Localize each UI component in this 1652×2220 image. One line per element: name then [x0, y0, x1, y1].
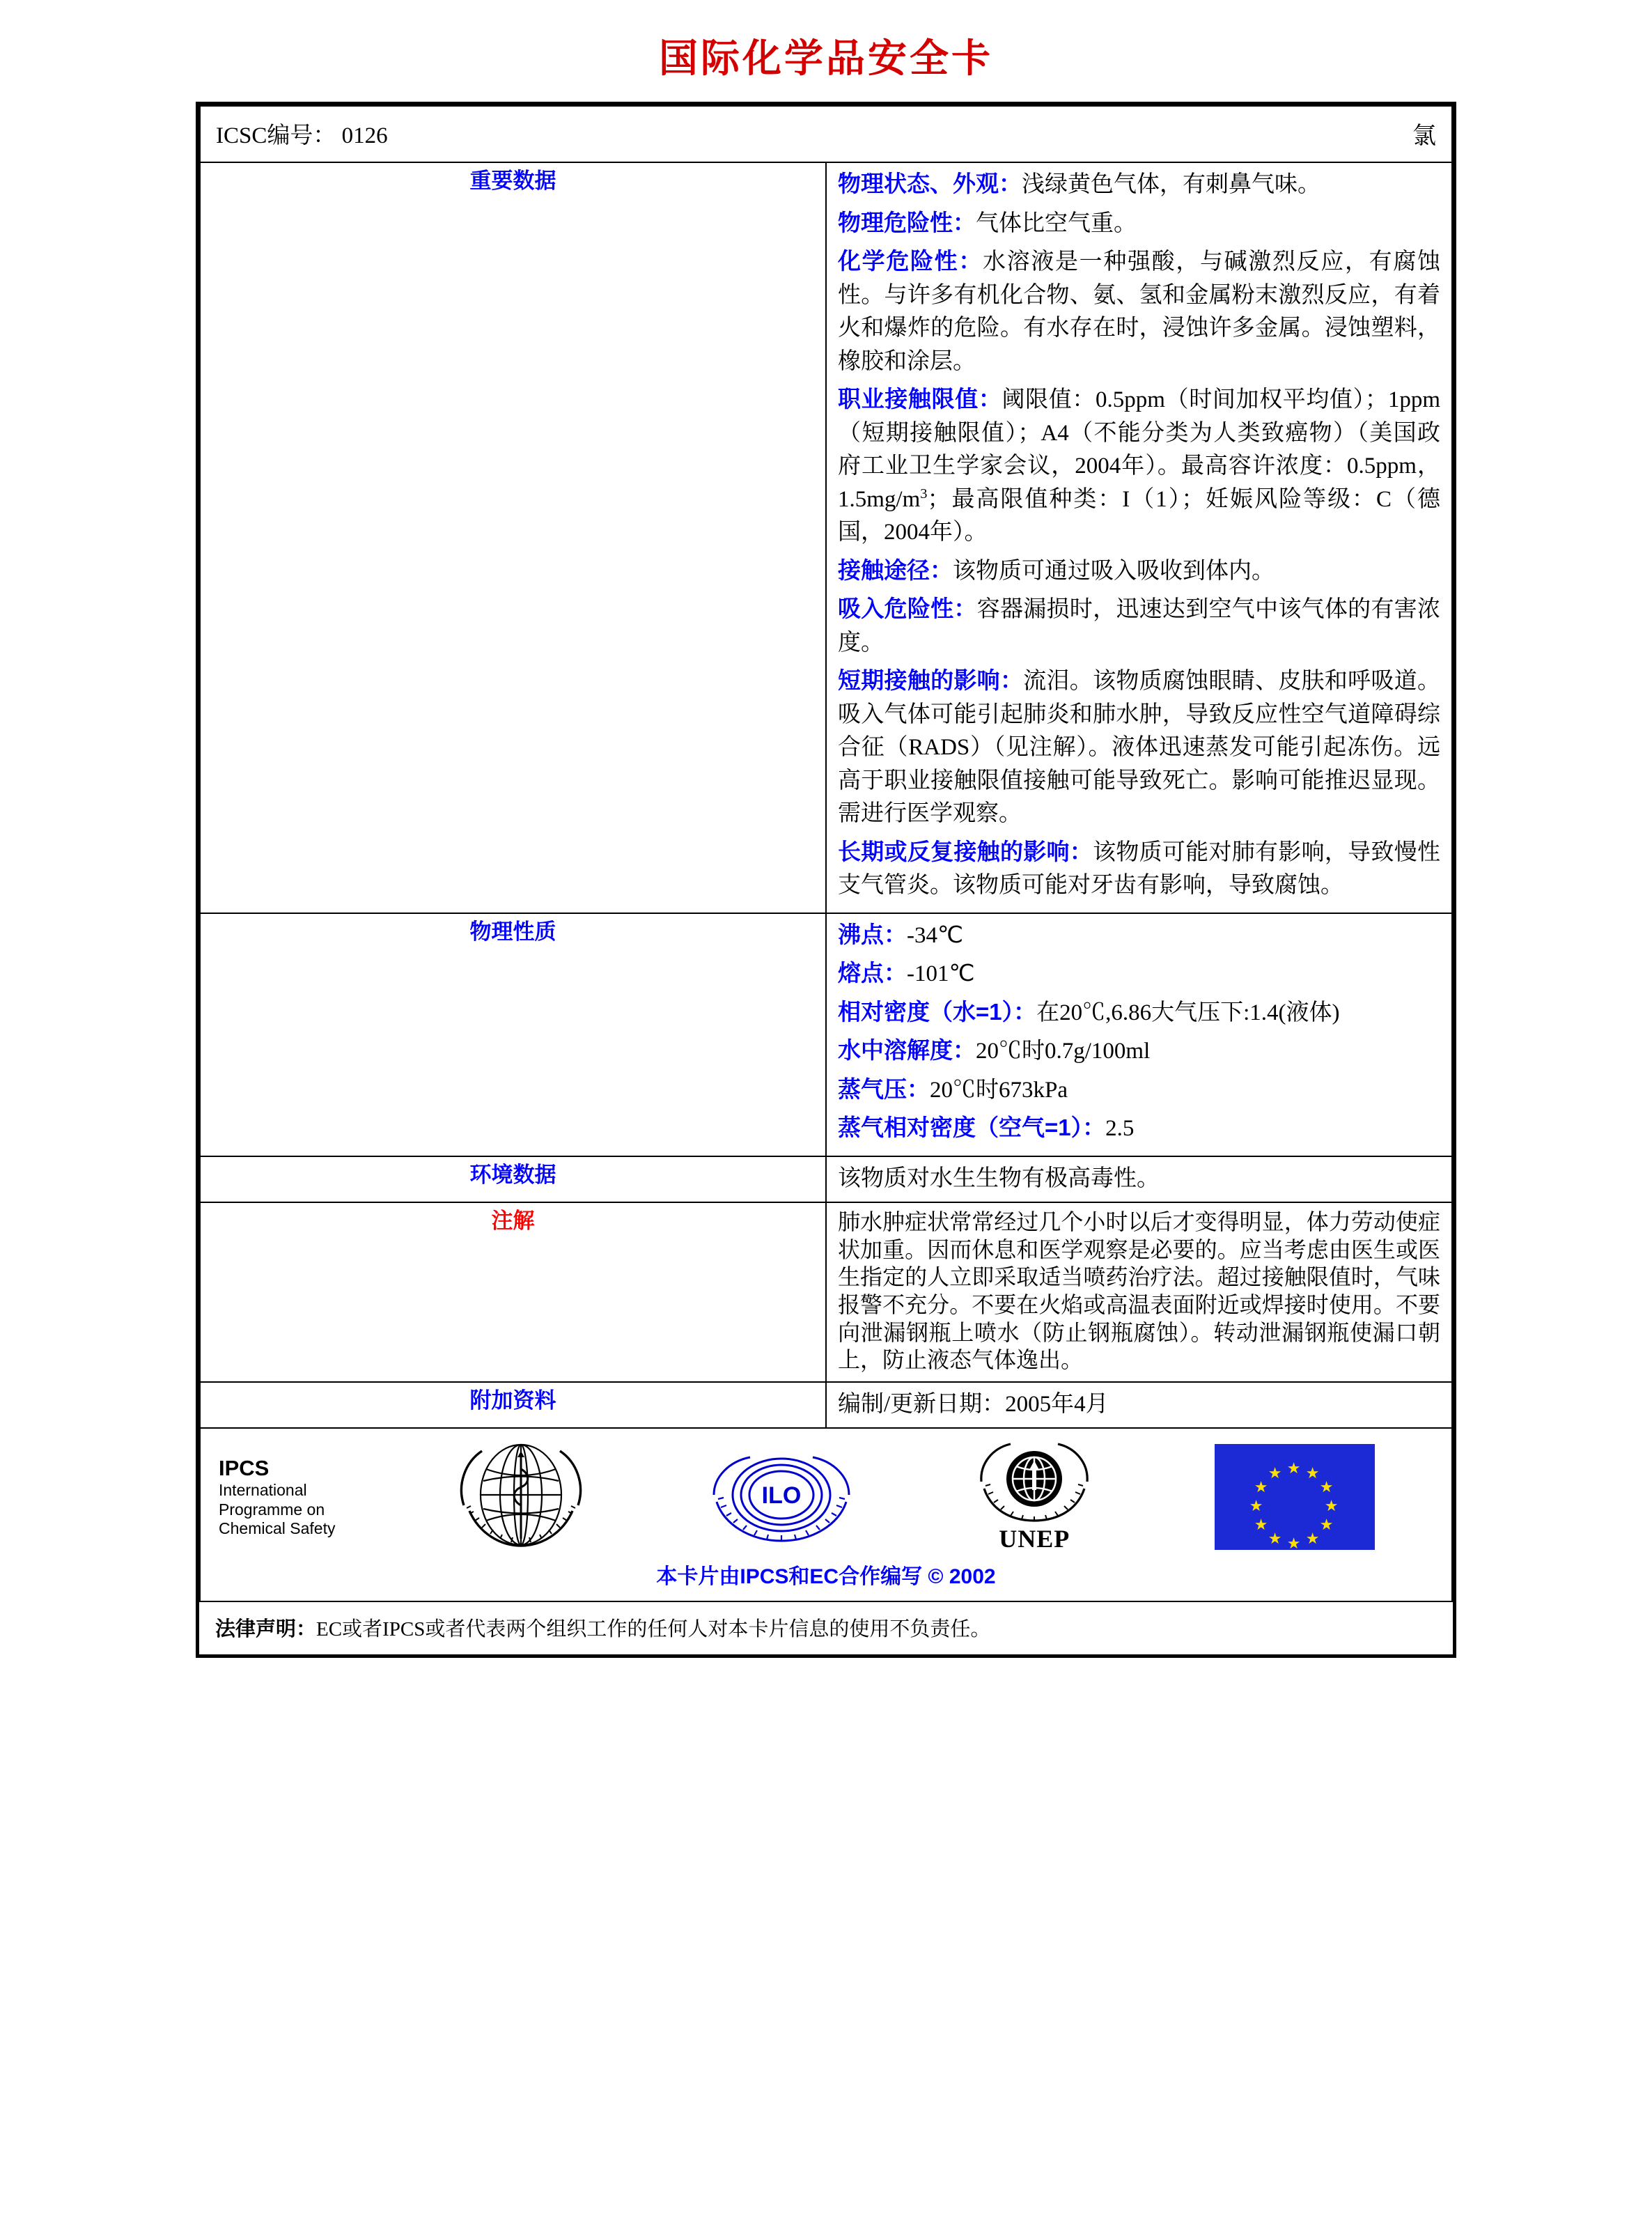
row-routes-of-exposure — [838, 554, 1440, 589]
row-short-term-effects — [838, 664, 1440, 831]
icsc-number-label: ICSC编号： — [216, 123, 336, 148]
val-exposure-limits-part2: ；最高限值种类：I（1）；妊娠风险等级：C（德国，2004年）。 — [838, 486, 1440, 545]
ipcs-text-block — [219, 1456, 393, 1538]
physical-properties-row — [200, 913, 1452, 1156]
legal-row — [200, 1601, 1452, 1654]
val-vapour-pressure: 20℃时673kPa — [930, 1077, 1068, 1103]
important-data-row — [200, 162, 1452, 913]
environmental-data-content — [826, 1156, 1452, 1202]
icsc-card — [196, 102, 1456, 1658]
icsc-number-group — [216, 117, 388, 150]
additional-info-content — [826, 1382, 1452, 1428]
row-water-solubility — [838, 1034, 1440, 1069]
val-exposure-limits-part1: 阈限值：0.5ppm（时间加权平均值）；1ppm（短期接触限值）；A4（不能分类为人类致癌物）（美国政府工业卫生学家会议，2004年）。最高容许浓度：0.5ppm，1.5mg/m — [838, 387, 1440, 512]
notes-row — [200, 1202, 1452, 1382]
val-relative-density: 在20℃,6.86大气压下:1.4(液体) — [1036, 1000, 1340, 1025]
ipcs-ec-credit: 本卡片由IPCS和EC合作编写 © 2002 — [656, 1565, 996, 1589]
substance-name: 氯 — [1412, 123, 1436, 149]
legal-text: EC或者IPCS或者代表两个组织工作的任何人对本卡片信息的使用不负责任。 — [316, 1618, 991, 1641]
key-inhalation-risk: 吸入危险性： — [838, 596, 977, 622]
ipcs-name-line-2: Programme on — [219, 1500, 325, 1519]
footer-logos-cell — [200, 1428, 1452, 1601]
val-vapour-relative-density: 2.5 — [1105, 1116, 1135, 1142]
footer-logos-row — [200, 1428, 1452, 1601]
key-physical-hazards: 物理危险性： — [838, 209, 976, 235]
key-vapour-pressure: 蒸气压： — [838, 1076, 930, 1102]
key-relative-density: 相对密度（水=1）： — [838, 998, 1037, 1025]
key-boiling-point: 沸点： — [838, 921, 907, 947]
ipcs-acronym: IPCS — [219, 1455, 270, 1480]
val-environmental-data: 该物质对水生生物有极高毒性。 — [838, 1165, 1160, 1191]
val-inhalation-risk: 容器漏损时，迅速达到空气中该气体的有害浓度。 — [838, 597, 1441, 655]
card-header-cell — [200, 106, 1452, 162]
row-exposure-limits — [838, 382, 1440, 550]
unep-logo-cell — [913, 1440, 1156, 1553]
row-relative-density — [838, 995, 1440, 1030]
row-vapour-relative-density — [838, 1111, 1440, 1146]
val-long-term-effects: 该物质可能对肺有影响，导致慢性支气管炎。该物质可能对牙齿有影响，导致腐蚀。 — [838, 839, 1441, 899]
val-exposure-limits-superscript: 3 — [920, 486, 928, 502]
val-chemical-hazards: 水溶液是一种强酸，与碱激烈反应，有腐蚀性。与许多有机化合物、氨、氢和金属粉末激烈反应，有着火和爆炸的危险。有水存在时，浸蚀许多金属。浸蚀塑料，橡胶和涂层。 — [838, 249, 1441, 374]
row-physical-hazards — [838, 206, 1440, 241]
card-header-row — [200, 106, 1452, 162]
key-melting-point: 熔点： — [838, 960, 907, 986]
row-vapour-pressure — [838, 1073, 1440, 1108]
ipcs-name-line-1: International — [219, 1481, 307, 1500]
key-exposure-limits: 职业接触限值： — [838, 386, 1002, 412]
row-long-term-effects — [838, 835, 1440, 903]
who-emblem-icon — [451, 1441, 591, 1553]
important-data-label: 重要数据 — [200, 162, 826, 913]
environmental-data-row — [200, 1156, 1452, 1202]
logo-strip — [201, 1429, 1451, 1556]
key-chemical-hazards: 化学危险性： — [838, 248, 983, 274]
val-physical-state: 浅绿黄色气体，有刺鼻气味。 — [1022, 172, 1320, 197]
ilo-logo-cell — [650, 1443, 914, 1550]
legal-label: 法律声明： — [215, 1618, 317, 1641]
val-routes-of-exposure: 该物质可通过吸入吸收到体内。 — [953, 558, 1275, 584]
ilo-emblem-icon — [708, 1443, 855, 1550]
ipcs-name-line-3: Chemical Safety — [219, 1519, 336, 1537]
key-long-term-effects: 长期或反复接触的影响： — [838, 838, 1093, 864]
physical-properties-label: 物理性质 — [200, 913, 826, 1156]
val-water-solubility: 20℃时0.7g/100ml — [976, 1039, 1151, 1064]
who-logo-cell — [393, 1441, 650, 1553]
val-short-term-effects: 流泪。该物质腐蚀眼睛、皮肤和呼吸道。吸入气体可能引起肺炎和肺水肿，导致反应性空气道障碍综合征（RADS）（见注解）。液体迅速蒸发可能引起冻伤。远高于职业接触限值接触可能导致死亡。影响可能推迟显现。需进行医学观察。 — [838, 669, 1441, 827]
icsc-number-value: 0126 — [341, 123, 388, 148]
eu-flag-cell — [1156, 1444, 1434, 1550]
european-union-flag-icon: ★ ★ ★ ★ ★ ★ ★ ★ ★ ★ ★ ★ — [1215, 1444, 1375, 1550]
environmental-data-label: 环境数据 — [200, 1156, 826, 1202]
row-physical-state — [838, 167, 1440, 202]
val-melting-point: -101℃ — [907, 961, 975, 987]
additional-info-row — [200, 1382, 1452, 1428]
svg-text:ILO: ILO — [761, 1482, 802, 1509]
legal-cell — [200, 1601, 1452, 1654]
key-routes-of-exposure: 接触途径： — [838, 557, 953, 583]
legal-notice — [200, 1602, 1452, 1654]
val-additional-info: 编制/更新日期：2005年4月 — [838, 1392, 1109, 1418]
key-physical-state: 物理状态、外观： — [838, 171, 1022, 196]
notes-content — [826, 1202, 1452, 1382]
unep-wordmark: UNEP — [999, 1525, 1070, 1553]
card-table — [199, 105, 1453, 1654]
important-data-content — [826, 162, 1452, 913]
row-inhalation-risk — [838, 592, 1440, 660]
row-melting-point — [838, 956, 1440, 991]
val-notes: 肺水肿症状常常经过几个小时以后才变得明显，体力劳动使症状加重。因而休息和医学观察是必要的。应当考虑由医生或医生指定的人立即采取适当喷药治疗法。超过接触限值时，气味报警不充分。不要在火焰或高温表面附近或焊接时使用。不要向泄漏钢瓶上喷水（防止钢瓶腐蚀）。转动泄漏钢瓶使漏口朝上，防止液态气体逸出。 — [838, 1209, 1440, 1373]
key-short-term-effects: 短期接触的影响： — [838, 667, 1024, 694]
val-boiling-point: -34℃ — [907, 922, 964, 948]
physical-properties-content — [826, 913, 1452, 1156]
key-vapour-relative-density: 蒸气相对密度（空气=1）： — [838, 1115, 1106, 1141]
key-water-solubility: 水中溶解度： — [838, 1037, 976, 1064]
row-boiling-point — [838, 918, 1440, 953]
val-physical-hazards: 气体比空气重。 — [976, 210, 1137, 236]
row-chemical-hazards — [838, 244, 1440, 378]
additional-info-label: 附加资料 — [200, 1382, 826, 1428]
card-header — [201, 107, 1451, 162]
notes-label: 注解 — [200, 1202, 826, 1382]
page-title: 国际化学品安全卡 — [659, 36, 993, 80]
